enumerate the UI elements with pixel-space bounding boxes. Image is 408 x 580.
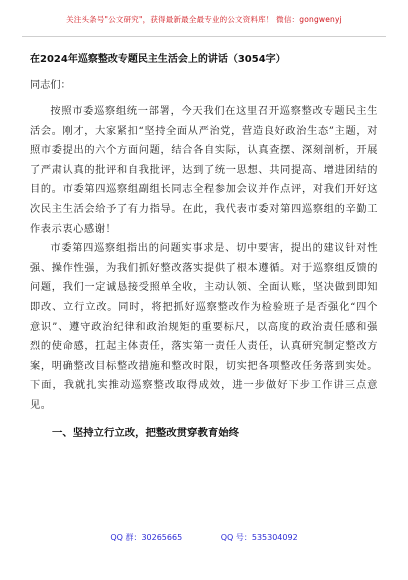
document-title: 在2024年巡察整改专题民主生活会上的讲话（3054字） bbox=[30, 54, 286, 65]
header-divider bbox=[22, 36, 386, 37]
document-body bbox=[30, 50, 378, 444]
footer-qq-number: QQ 号：535304092 bbox=[220, 533, 298, 542]
paragraph-1: 按照市委巡察组统一部署，今天我们在这里召开巡察整改专题民主生活会。刚才，大家紧扣“坚持全面从严治党，营造良好政治生态”主题，对照市委提出的六个方面问题，结合各自实际，认真查摆、深刻剖析，开展了严肃认真的批评和自我批评，达到了统一思想、共同提高、增进团结的目的。市委第四巡察组副组长同志全程参加会议并作点评，对我们开好这次民主生活会给予了有力指导。在此，我代表市委对第四巡察组的辛勤工作表示衷心感谢！ bbox=[30, 106, 378, 235]
footer-qq-group: QQ 群：30265665 bbox=[110, 533, 183, 542]
salutation: 同志们： bbox=[30, 80, 71, 91]
section-heading-1: 一、坚持立行立改，把整改贯穿教育始终 bbox=[52, 426, 240, 439]
paragraph-2: 市委第四巡察组指出的问题实事求是、切中要害，提出的建议针对性强、操作性强，为我们抓好整改落实提供了根本遵循。对于巡察组反馈的问题，我们一定诚恳接受照单全收，主动认领、全面认账，坚决做到即知即改、立行立改。同时，将把抓好巡察整改作为检验班子是否强化“四个意识”、遵守政治纪律和政治规矩的重要标尺，以高度的政治责任感和强烈的使命感，扛起主体责任，落实第一责任人责任，认真研究制定整改方案，明确整改目标整改措施和整改时限，切实把各项整改任务落到实处。下面，我就扎实推动巡察整改取得成效，进一步做好下步工作讲三点意见。 bbox=[30, 243, 378, 411]
footer bbox=[0, 532, 408, 543]
header-banner: 关注头条号"公文研究"，获得最新最全最专业的公文资料库！ 微信：gongwenyj bbox=[66, 15, 342, 24]
